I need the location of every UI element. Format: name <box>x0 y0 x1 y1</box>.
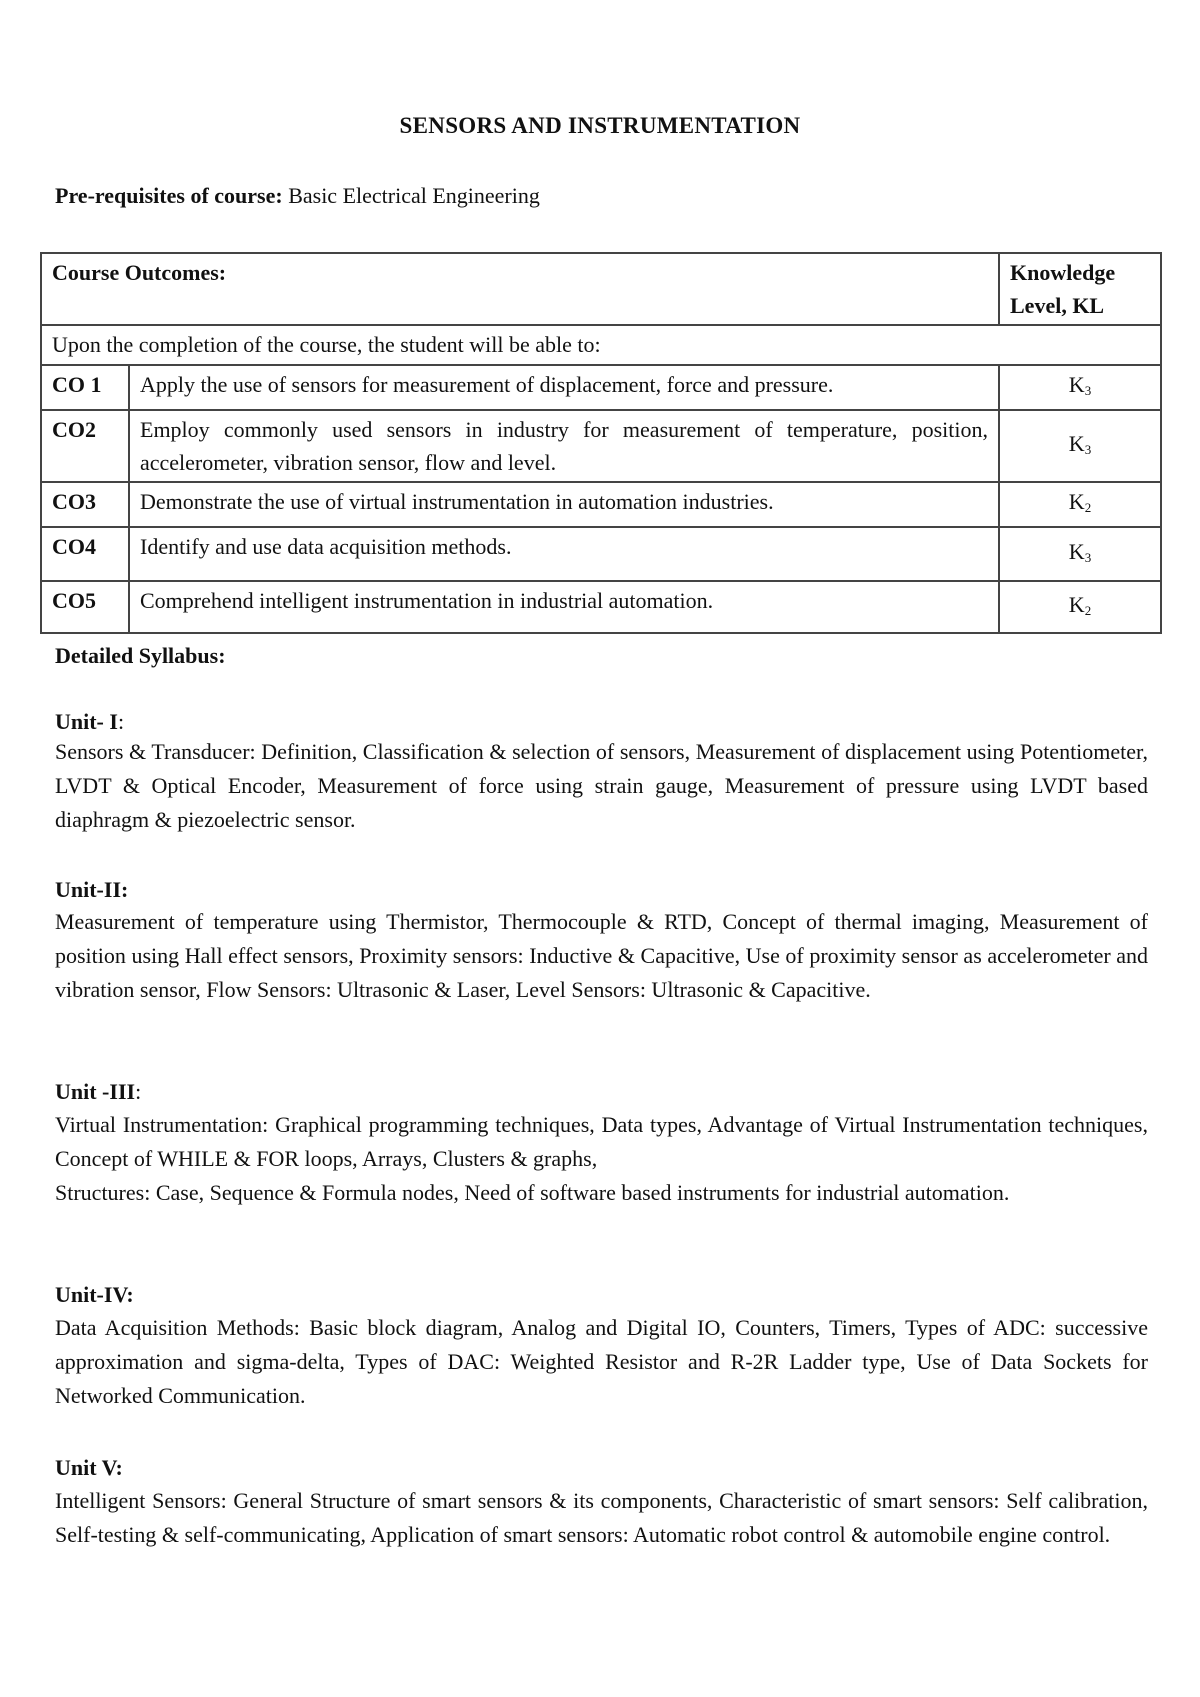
prerequisites-label: Pre-requisites of course: <box>55 183 283 208</box>
unit-heading-text: Unit-II: <box>55 877 129 902</box>
co-id: CO3 <box>41 482 129 527</box>
table-row <box>41 527 1161 581</box>
co-id: CO4 <box>41 527 129 581</box>
co-description: Demonstrate the use of virtual instrumentation in automation industries. <box>129 482 999 527</box>
table-row <box>41 410 1161 482</box>
unit-paragraph: Virtual Instrumentation: Graphical programming techniques, Data types, Advantage of Virtual Instrumentation techniques, Concept of WHILE & FOR loops, Arrays, Clusters & graphs, <box>55 1112 1148 1171</box>
co-id: CO5 <box>41 581 129 633</box>
unit-paragraph: Sensors & Transducer: Definition, Classification & selection of sensors, Measurement of displacement using Potentiometer, LVDT & Optical Encoder, Measurement of force using strain gauge, Measurement of pressure using LVDT based diaphragm & piezoelectric sensor. <box>55 739 1148 832</box>
unit-paragraph: Measurement of temperature using Thermistor, Thermocouple & RTD, Concept of thermal imaging, Measurement of position using Hall effect sensors, Proximity sensors: Inductive & Capacitive, Use of proximity sensor as accelerometer and vibration sensor, Flow Sensors: Ultrasonic & Laser, Level Sensors: Ultrasonic & Capacitive. <box>55 909 1148 1002</box>
prerequisites-value: Basic Electrical Engineering <box>288 183 540 208</box>
kl-base: K <box>1068 591 1085 617</box>
kl-subscript: 3 <box>1084 549 1092 565</box>
table-row <box>41 365 1161 410</box>
kl-base: K <box>1068 430 1085 456</box>
co-knowledge-level <box>999 410 1161 482</box>
page-title: SENSORS AND INSTRUMENTATION <box>399 113 801 138</box>
co-id: CO2 <box>41 410 129 482</box>
co-knowledge-level <box>999 581 1161 633</box>
unit-body <box>55 905 1148 1007</box>
kl-base: K <box>1068 372 1085 397</box>
prerequisites-line <box>55 183 540 209</box>
unit-heading-text: Unit -III <box>55 1079 136 1104</box>
co-description: Apply the use of sensors for measurement of displacement, force and pressure. <box>129 365 999 410</box>
unit-body <box>55 1108 1148 1210</box>
detailed-syllabus-heading: Detailed Syllabus: <box>55 643 226 668</box>
co-description: Comprehend intelligent instrumentation in industrial automation. <box>129 581 999 633</box>
unit-heading-suffix: : <box>117 709 125 734</box>
kl-subscript: 2 <box>1084 500 1092 515</box>
table-header-row <box>41 253 1161 325</box>
co-description: Employ commonly used sensors in industry for measurement of temperature, position, accelerometer, vibration sensor, flow and level. <box>129 410 999 482</box>
unit-heading <box>55 1455 123 1481</box>
course-outcomes-header: Course Outcomes: <box>41 253 999 325</box>
unit-heading <box>55 877 128 903</box>
unit-heading <box>55 1282 134 1308</box>
kl-base: K <box>1068 538 1085 564</box>
table-row <box>41 581 1161 633</box>
course-outcomes-table <box>40 252 1162 634</box>
co-knowledge-level <box>999 482 1161 527</box>
table-intro-row <box>41 325 1161 365</box>
unit-heading-suffix: : <box>135 1079 142 1104</box>
unit-body <box>55 735 1148 837</box>
unit-body <box>55 1311 1148 1413</box>
table-intro-text: Upon the completion of the course, the student will be able to: <box>41 325 1161 365</box>
knowledge-level-header-line1: Knowledge <box>1010 260 1116 285</box>
unit-paragraph: Data Acquisition Methods: Basic block diagram, Analog and Digital IO, Counters, Timers, Types of ADC: successive approximation and sigma-delta, Types of DAC: Weighted Resistor and R-2R Ladder type, Use of Data Sockets for Networked Communication. <box>55 1315 1148 1408</box>
unit-heading-text: Unit- I <box>55 709 118 734</box>
unit-paragraph: Structures: Case, Sequence & Formula nodes, Need of software based instruments for industrial automation. <box>55 1180 1010 1205</box>
unit-heading <box>55 709 124 735</box>
kl-subscript: 3 <box>1084 383 1092 398</box>
knowledge-level-header <box>999 253 1161 325</box>
kl-base: K <box>1068 489 1085 514</box>
kl-subscript: 2 <box>1084 602 1092 618</box>
table-row <box>41 482 1161 527</box>
unit-body <box>55 1484 1148 1552</box>
co-knowledge-level <box>999 527 1161 581</box>
unit-heading <box>55 1079 141 1105</box>
unit-paragraph: Intelligent Sensors: General Structure of smart sensors & its components, Characteristic of smart sensors: Self calibration, Self-testing & self-communicating, Application of smart sensors: Automatic robot control & automobile engine control. <box>55 1488 1148 1547</box>
kl-subscript: 3 <box>1084 441 1092 457</box>
co-knowledge-level <box>999 365 1161 410</box>
knowledge-level-header-line2: Level, KL <box>1010 293 1105 318</box>
unit-heading-text: Unit V: <box>55 1455 123 1480</box>
unit-heading-text: Unit-IV: <box>55 1282 134 1307</box>
co-id: CO 1 <box>41 365 129 410</box>
co-description: Identify and use data acquisition methods. <box>129 527 999 581</box>
